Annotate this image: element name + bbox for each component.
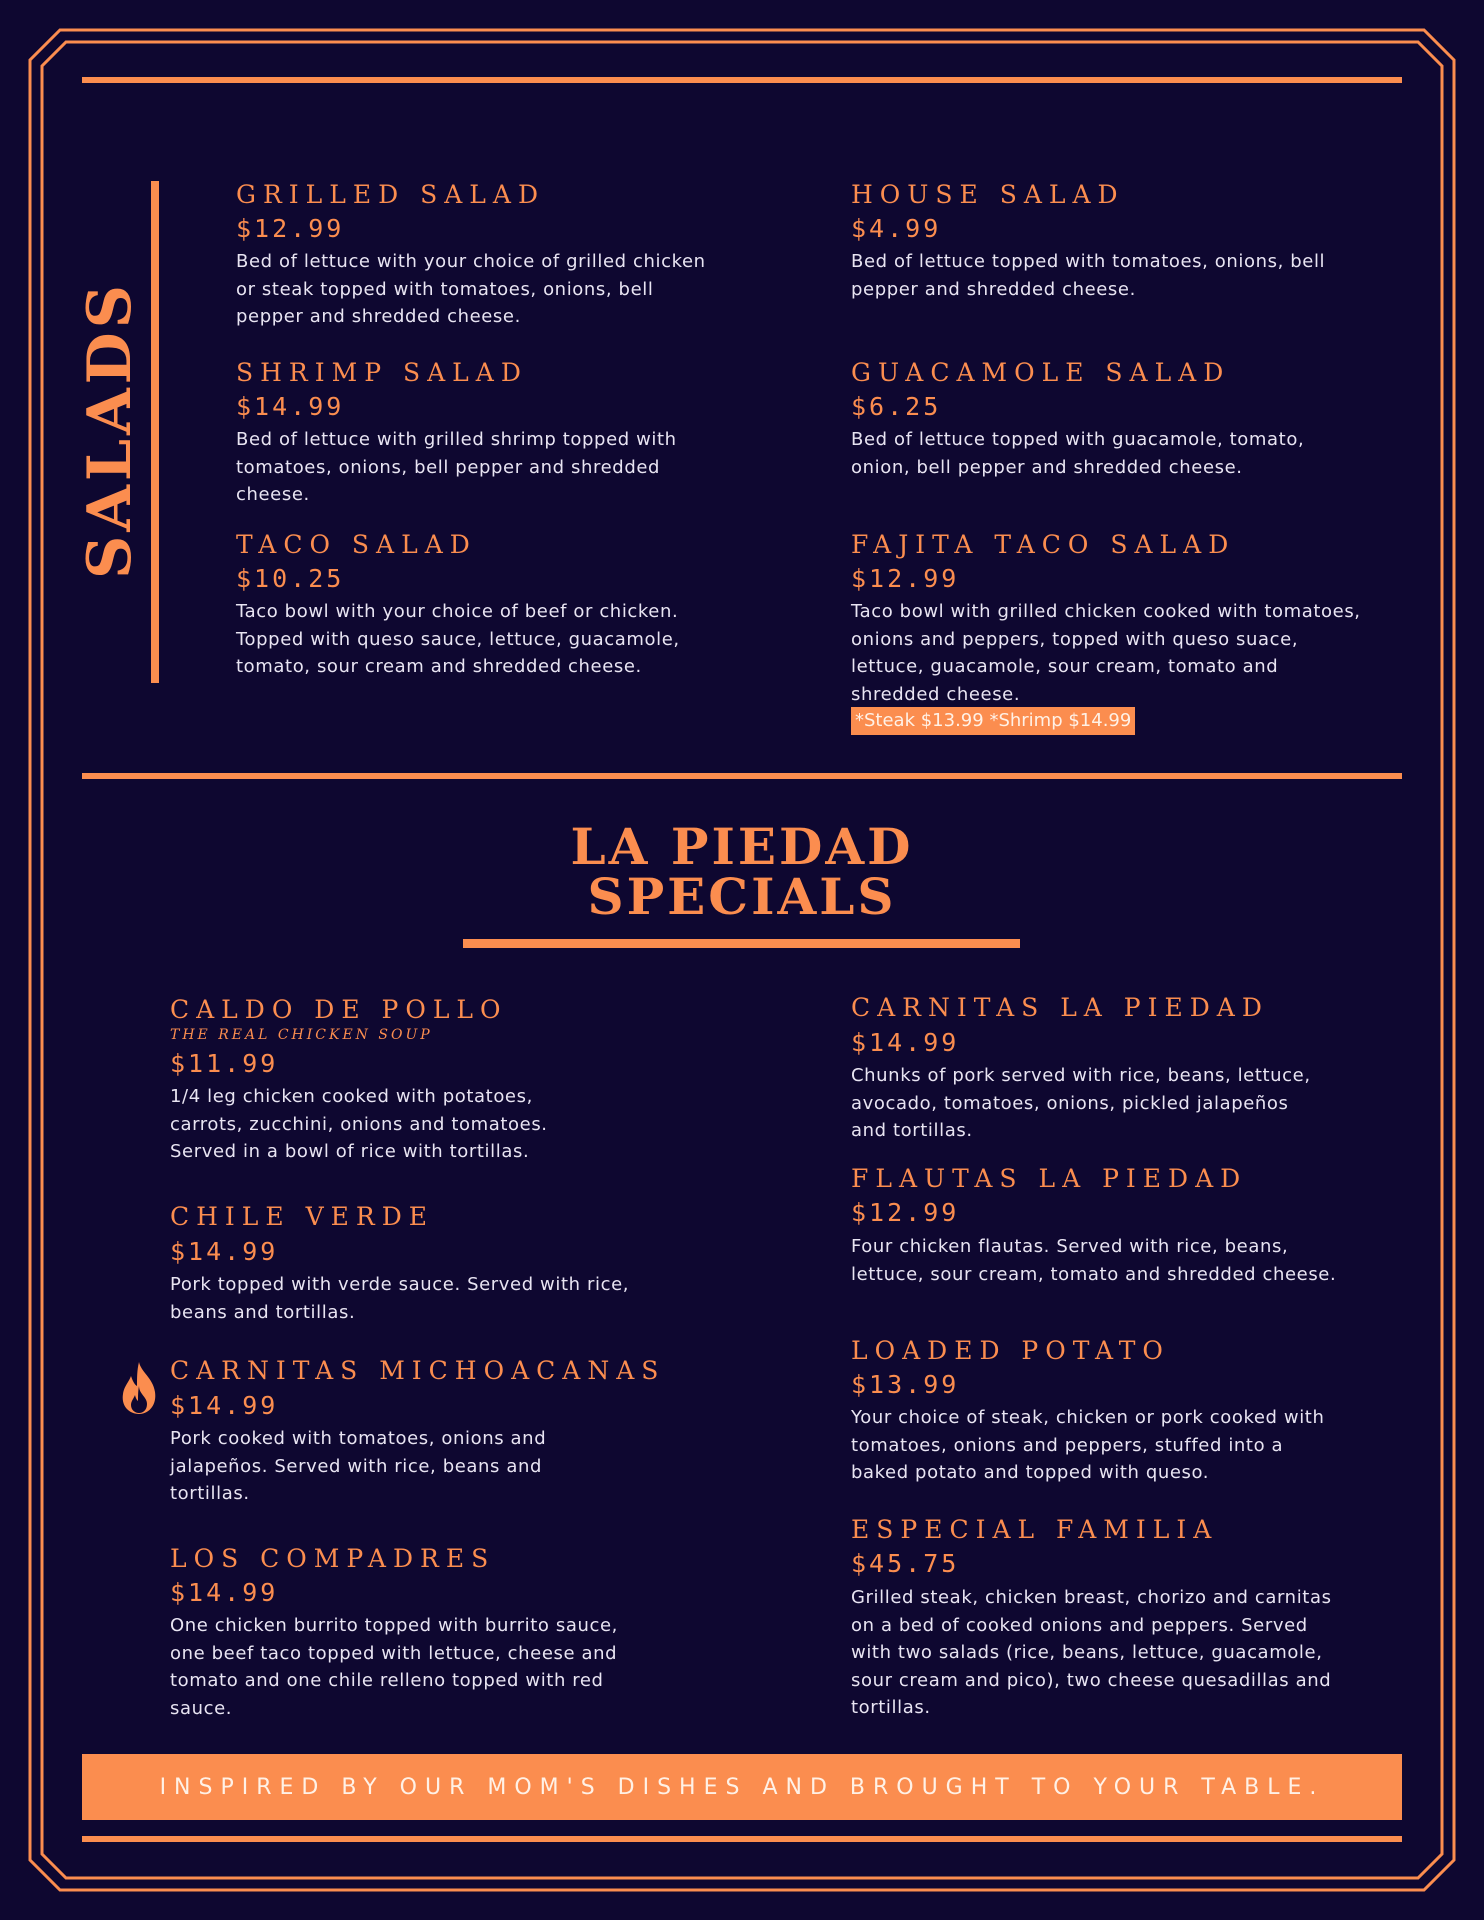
item-price: $14.99 xyxy=(170,1391,279,1420)
footer-banner xyxy=(82,1754,1402,1820)
flame-icon xyxy=(117,1360,161,1416)
item-price: $14.99 xyxy=(170,1237,279,1266)
item-description: Taco bowl with grilled chicken cooked with tomatoes, onions and peppers, topped with queso suace, lettuce, guacamole, sour cream, tomato and shredded cheese. xyxy=(851,601,1361,705)
item-description: 1/4 leg chicken cooked with potatoes, carrots, zucchini, onions and tomatoes. Served in a bowl of rice with tortillas. xyxy=(170,1086,548,1162)
item-price: $45.75 xyxy=(851,1549,960,1578)
item-description: Bed of lettuce with your choice of grilled chicken or steak topped with tomatoes, onions, bell pepper and shredded cheese. xyxy=(236,251,706,327)
item-name: HOUSE SALAD xyxy=(851,180,1125,209)
item-name: FAJITA TACO SALAD xyxy=(851,530,1236,559)
section-divider xyxy=(82,773,1402,779)
item-name: CARNITAS MICHOACANAS xyxy=(170,1356,666,1385)
item-name: GUACAMOLE SALAD xyxy=(851,358,1231,387)
specials-heading-line-2: SPECIALS xyxy=(587,867,897,926)
item-description: One chicken burrito topped with burrito sauce, one beef taco topped with lettuce, cheese and tomato and one chile relleno topped with red sauce. xyxy=(170,1615,618,1719)
item-name: CARNITAS LA PIEDAD xyxy=(851,993,1269,1022)
item-price: $12.99 xyxy=(851,564,960,593)
specials-underline xyxy=(463,939,1020,948)
item-name: LOADED POTATO xyxy=(851,1336,1170,1365)
salads-heading: SALADS xyxy=(75,281,145,579)
item-description: Four chicken flautas. Served with rice, beans, lettuce, sour cream, tomato and shredded cheese. xyxy=(851,1236,1337,1285)
item-price: $14.99 xyxy=(170,1578,279,1607)
item-price: $14.99 xyxy=(236,392,345,421)
top-divider xyxy=(82,77,1402,83)
item-name: LOS COMPADRES xyxy=(170,1544,496,1573)
item-name: TACO SALAD xyxy=(236,530,477,559)
item-price: $6.25 xyxy=(851,392,942,421)
item-price: $11.99 xyxy=(170,1049,279,1078)
item-description: Your choice of steak, chicken or pork cooked with tomatoes, onions and peppers, stuffed into a baked potato and topped with queso. xyxy=(851,1407,1325,1483)
item-name: SHRIMP SALAD xyxy=(236,358,528,387)
specials-heading-line-1: LA PIEDAD xyxy=(570,817,914,876)
footer-tagline: INSPIRED BY OUR MOM'S DISHES AND BROUGHT TO YOUR TABLE. xyxy=(159,1774,1325,1800)
price-variant-note: *Steak $13.99 *Shrimp $14.99 xyxy=(851,707,1135,735)
item-price: $10.25 xyxy=(236,564,345,593)
item-name: GRILLED SALAD xyxy=(236,180,545,209)
item-price: $12.99 xyxy=(851,1198,960,1227)
item-description: Bed of lettuce topped with guacamole, tomato, onion, bell pepper and shredded cheese. xyxy=(851,429,1305,478)
item-description: Taco bowl with your choice of beef or chicken. Topped with queso sauce, lettuce, guacamole, tomato, sour cream and shredded cheese. xyxy=(236,601,680,677)
item-description: Bed of lettuce topped with tomatoes, onions, bell pepper and shredded cheese. xyxy=(851,251,1326,300)
item-price: $12.99 xyxy=(236,214,345,243)
item-subtitle: THE REAL CHICKEN SOUP xyxy=(170,1027,433,1043)
item-name: FLAUTAS LA PIEDAD xyxy=(851,1164,1248,1193)
item-price: $14.99 xyxy=(851,1028,960,1057)
salads-vertical-rule xyxy=(151,181,159,683)
item-name: CHILE VERDE xyxy=(170,1202,435,1231)
item-description: Grilled steak, chicken breast, chorizo and carnitas on a bed of cooked onions and peppers. Served with two salads (rice, beans, lettuce, guacamole, sour cream and pico), two cheese quesadillas and tortillas. xyxy=(851,1587,1332,1718)
item-name: ESPECIAL FAMILIA xyxy=(851,1515,1219,1544)
specials-heading xyxy=(412,817,1072,926)
item-description: Pork topped with verde sauce. Served with rice, beans and tortillas. xyxy=(170,1274,630,1323)
item-description: Pork cooked with tomatoes, onions and jalapeños. Served with rice, beans and tortillas. xyxy=(170,1428,547,1504)
item-description: Chunks of pork served with rice, beans, lettuce, avocado, tomatoes, onions, pickled jalapeños and tortillas. xyxy=(851,1065,1311,1141)
item-price: $13.99 xyxy=(851,1370,960,1399)
item-description: Bed of lettuce with grilled shrimp topped with tomatoes, onions, bell pepper and shredded cheese. xyxy=(236,429,677,505)
item-price: $4.99 xyxy=(851,214,942,243)
item-name: CALDO DE POLLO xyxy=(170,995,508,1024)
bottom-divider xyxy=(82,1836,1402,1842)
